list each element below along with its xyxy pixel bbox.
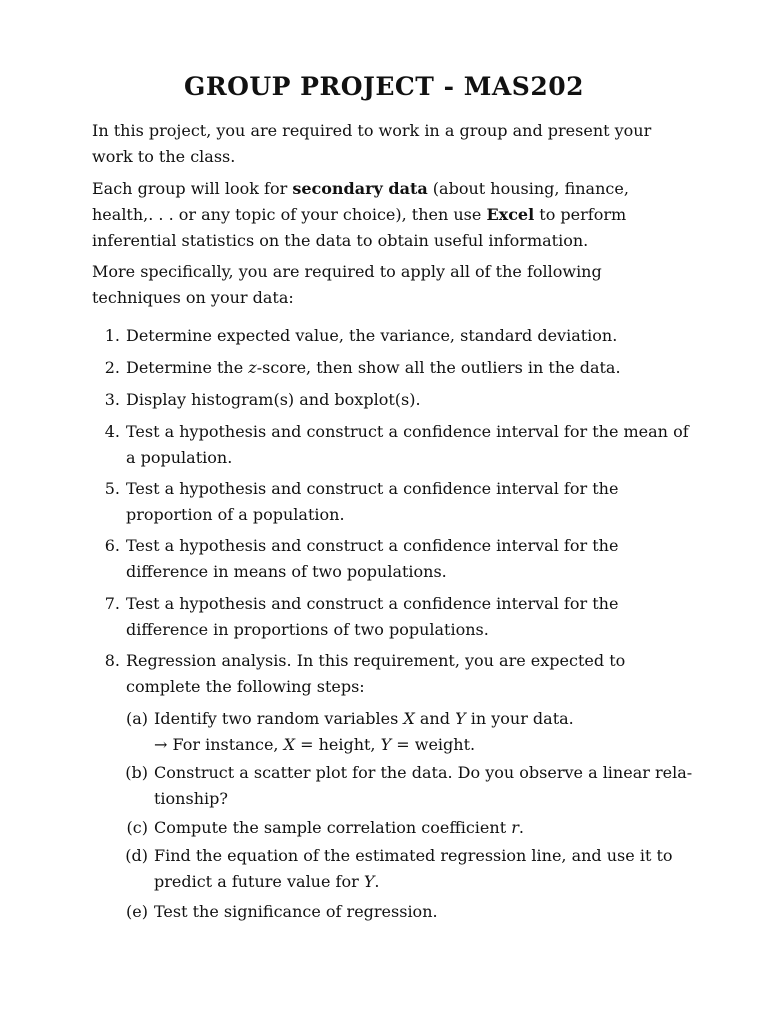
- math-variable: Y: [380, 735, 392, 754]
- item-text: [126, 355, 696, 381]
- item-text: Display histogram(s) and boxplot(s).: [126, 390, 421, 409]
- item-text: Test a hypothesis and construct a confidence interval for the difference in means of two populations.: [126, 536, 619, 581]
- page-title: GROUP PROJECT - MAS202: [183, 72, 585, 101]
- sub-item-text-part: = height,: [294, 735, 381, 754]
- item-number: 2.: [104, 358, 120, 377]
- sub-item-text-part: and: [414, 709, 456, 728]
- sub-item-label: (e): [126, 902, 148, 921]
- intro-text: Each group will look for: [92, 179, 293, 198]
- item-text-part: Determine the: [126, 358, 249, 377]
- item-text-part: -score, then show all the outliers in the data.: [256, 358, 621, 377]
- math-variable: r: [511, 818, 519, 837]
- sub-item-text-part: .: [374, 872, 380, 891]
- item-number: 6.: [104, 536, 120, 555]
- sub-item-text-part: predict a future value for: [154, 872, 364, 891]
- item-number: 4.: [104, 422, 120, 441]
- item-number: 8.: [104, 651, 120, 670]
- emphasis-excel: Excel: [486, 205, 535, 224]
- sub-item-label: (c): [126, 818, 148, 837]
- math-variable: Y: [363, 872, 375, 891]
- sub-item-text: [154, 760, 696, 812]
- item-text: Determine expected value, the variance, standard deviation.: [126, 326, 618, 345]
- intro-paragraph-1: In this project, you are required to work in a group and present your work to the class.: [92, 121, 652, 166]
- sub-item-text-part: Identify two random variables: [154, 709, 404, 728]
- math-variable: X: [283, 735, 295, 754]
- sub-item-text-part: = weight.: [391, 735, 476, 754]
- item-number: 3.: [104, 390, 120, 409]
- sub-item-label: (b): [125, 763, 148, 782]
- math-variable: Y: [455, 709, 466, 728]
- math-variable: X: [403, 709, 415, 728]
- item-text: Test a hypothesis and construct a confidence interval for the proportion of a population.: [126, 479, 619, 524]
- math-variable: z: [248, 358, 257, 377]
- sub-item-text-part: → For instance,: [154, 735, 284, 754]
- item-text: Regression analysis. In this requirement, you are expected to complete the following steps:: [126, 651, 626, 696]
- sub-item-text-part: Find the equation of the estimated regression line, and use it to: [154, 846, 673, 865]
- sub-item-label: (a): [125, 709, 148, 728]
- sub-item-label: (d): [125, 846, 148, 865]
- item-number: 1.: [104, 326, 120, 345]
- item-number: 5.: [104, 479, 120, 498]
- intro-text: to perform inferential statistics on the data to obtain useful information.: [92, 205, 627, 250]
- sub-item-text: Test the significance of regression.: [154, 902, 438, 921]
- sub-item-text: [154, 706, 696, 758]
- item-text: Test a hypothesis and construct a confidence interval for the difference in proportions of two populations.: [126, 594, 619, 639]
- sub-item-text-part: tionship?: [154, 789, 228, 808]
- sub-item-text: [154, 815, 696, 841]
- intro-paragraph-3: More specifically, you are required to apply all of the following techniques on your data:: [92, 262, 602, 307]
- intro-paragraph-2: [92, 176, 694, 254]
- sub-item-text: [154, 843, 696, 895]
- sub-item-text-part: .: [518, 818, 524, 837]
- sub-item-text-part: Compute the sample correlation coefficient: [154, 818, 512, 837]
- intro-text: (about housing, finance, health,. . . or any topic of your choice), then use: [92, 179, 629, 224]
- item-text: Test a hypothesis and construct a confidence interval for the mean of a population.: [126, 422, 689, 467]
- item-number: 7.: [104, 594, 120, 613]
- sub-item-text-part: Construct a scatter plot for the data. Do you observe a linear rela-: [154, 763, 693, 782]
- sub-item-text-part: in your data.: [465, 709, 574, 728]
- emphasis-secondary-data: secondary data: [292, 179, 428, 198]
